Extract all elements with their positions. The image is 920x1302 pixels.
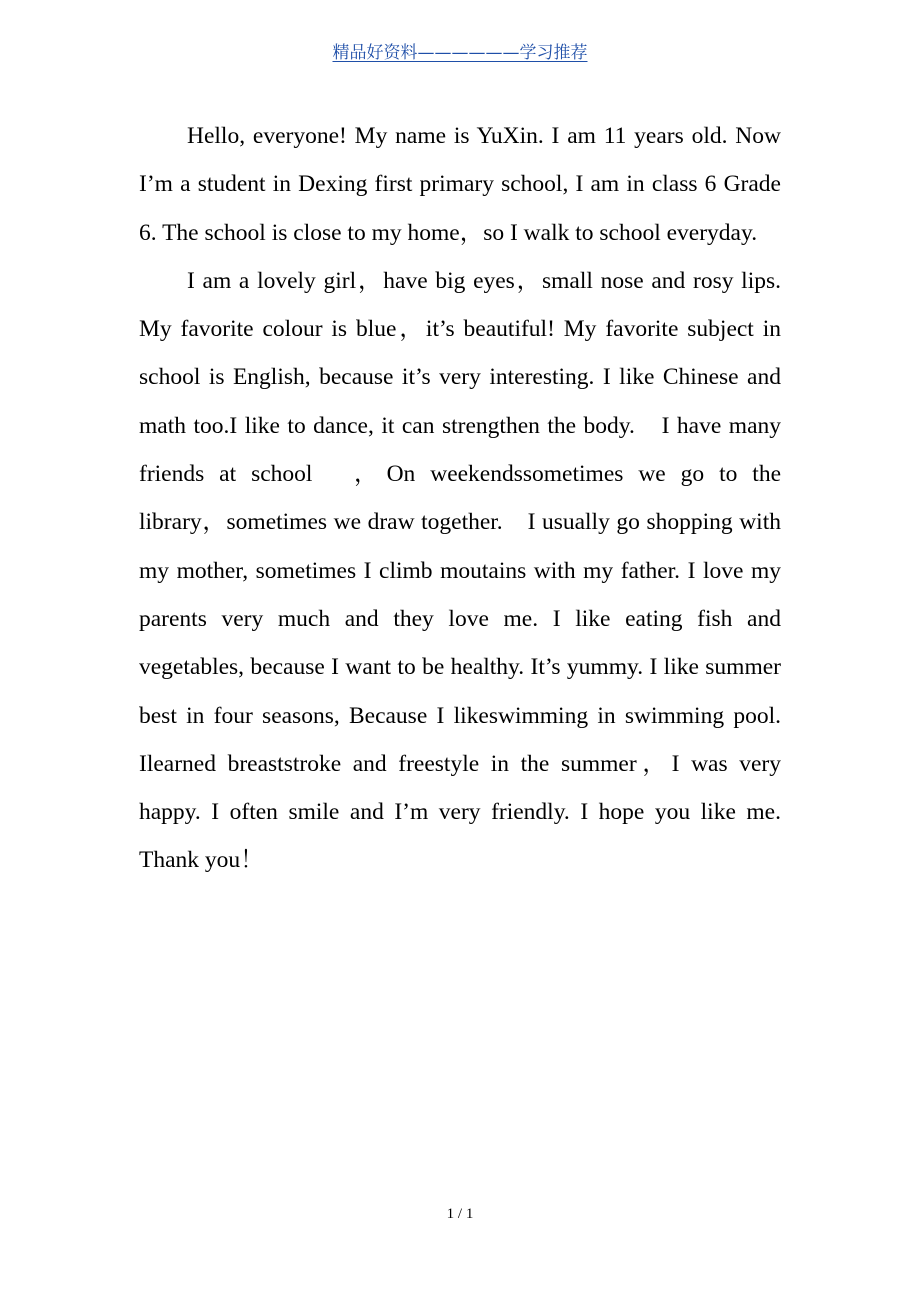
paragraph-intro: Hello, everyone! My name is YuXin. I am 11 years old. Now I’m a student in Dexing first primary school, I am in class 6 Grade 6. The school is close to my home，so I walk to school everyday. <box>139 123 781 246</box>
document-body <box>139 112 781 885</box>
page-number: 1 / 1 <box>446 1206 474 1222</box>
page-header: 精品好资料——————学习推荐 <box>332 43 588 63</box>
paragraph-about-me: I am a lovely girl，have big eyes，small nose and rosy lips. My favorite colour is blue，it’s beautiful! My favorite subject in school is English, because it’s very interesting. I like Chinese and math too.I like to dance, it can strengthen the body. I have many friends at school ，On weekendssometimes we go to the library，sometimes we draw together. I usually go shopping with my mother, sometimes I climb moutains with my father. I love my parents very much and they love me. I like eating fish and vegetables, because I want to be healthy. It’s yummy. I like summer best in four seasons, Because I likeswimming in swimming pool. Ilearned breaststroke and freestyle in the summer，I was very happy. I often smile and I’m very friendly. I hope you like me. Thank you！ <box>139 267 781 874</box>
